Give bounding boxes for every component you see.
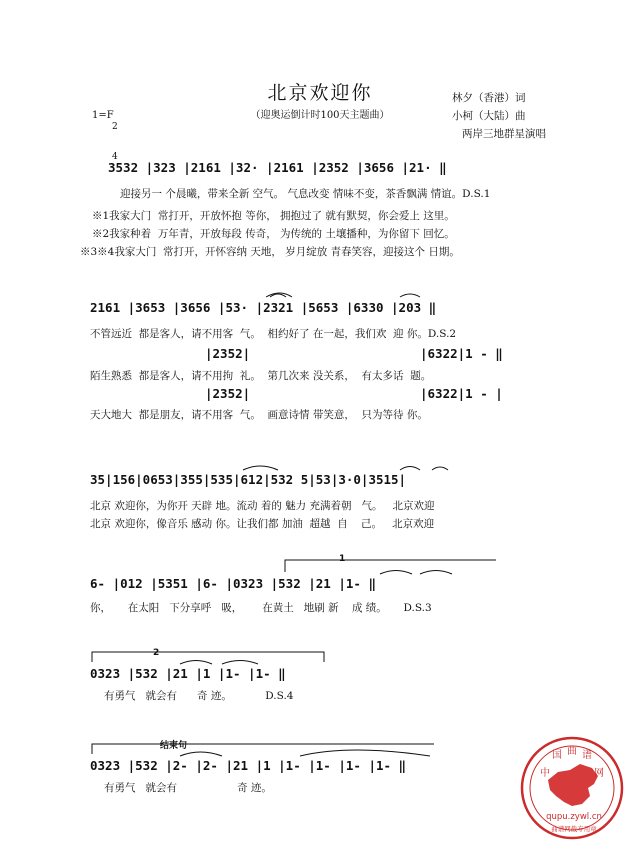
- stamp-url: qupu.zywl.cn: [546, 812, 602, 822]
- lyric-line-2b: 陌生熟悉 都是客人，请不用拘 礼。 第几次来 没关系， 有太多话 题。: [90, 370, 432, 382]
- alt-notes-2b: |6322|1 - ‖: [420, 346, 503, 361]
- lyric-line-1b: ※1我家大门 常打开，开放怀抱 等你， 拥抱过了 就有默契，你会爱上 这里。: [92, 210, 455, 222]
- slur: [180, 661, 212, 665]
- stamp-char: 谱: [582, 750, 592, 761]
- volta-1-label: 1: [339, 554, 346, 564]
- slur: [300, 750, 430, 756]
- notes-line-5: 0323 |532 |21 |1 |1- |1- ‖: [90, 666, 286, 681]
- slur: [380, 571, 412, 575]
- slur: [222, 661, 258, 665]
- stamp-char: 曲: [567, 746, 577, 757]
- lyric-line-6: 有勇气 就会有 奇 迹。: [104, 782, 272, 794]
- lyric-line-1c: ※2我家种着 万年青，开放每段 传奇， 为传统的 土壤播种，为你留下 回忆。: [92, 228, 455, 240]
- slur: [400, 294, 420, 297]
- slur: [432, 467, 448, 470]
- alt-notes-2c: |2352|: [205, 386, 251, 401]
- stamp-char: 中: [540, 768, 550, 779]
- lyric-line-3a: 北京 欢迎你，为你开 天辟 地。流动 着的 魅力 充满着朝 气。 北京欢迎: [90, 500, 435, 512]
- slur: [420, 571, 452, 575]
- time-signature-bottom: 4: [112, 152, 118, 162]
- lyric-line-5: 有勇气 就会有 奇 迹。 D.S.4: [104, 690, 294, 702]
- volta-1-bracket: [285, 560, 496, 572]
- slur: [400, 467, 420, 471]
- lyric-line-2a: 不管远近 都是客人，请不用客 气。 相约好了 在一起，我们欢 迎 你。D.S.2: [90, 328, 457, 340]
- notes-line-3: 35|156|0653|355|535|612|532 5|53|3·0|3515|: [90, 472, 407, 487]
- stamp-subtitle: 曲谱网截专用章: [551, 825, 597, 833]
- key-signature: 1=F: [92, 110, 114, 121]
- page-title: 北京欢迎你: [267, 82, 373, 104]
- notes-line-4: 6- |012 |5351 |6- |0323 |532 |21 |1- ‖: [90, 576, 376, 591]
- lyricist-credit: 林夕（香港）词: [452, 92, 526, 104]
- slur: [180, 752, 222, 756]
- alt-notes-2a: |2352|: [205, 346, 251, 361]
- notes-line-1: 3532 |323 |2161 |32· |2161 |2352 |3656 |21· ‖: [108, 160, 447, 175]
- notes-line-6: 0323 |532 |2- |2- |21 |1 |1- |1- |1- |1- ‖: [90, 758, 407, 773]
- slur: [243, 466, 278, 470]
- stamp-char: 网: [594, 768, 604, 779]
- alt-notes-2d: |6322|1 - |: [420, 386, 503, 401]
- slur-group: [180, 293, 452, 756]
- lyric-line-4: 你， 在太阳 下分享呼 吸， 在黄土 地刷 新 成 绩。 D.S.3: [90, 602, 432, 614]
- time-signature-top: 2: [112, 122, 118, 132]
- volta-2-bracket: [92, 652, 324, 662]
- lyric-line-1d: ※3※4我家大门 常打开，开怀容纳 天地， 岁月绽放 青春笑容，迎接这个 日期。: [80, 246, 460, 258]
- stamp-char: 国: [552, 750, 562, 761]
- lyric-line-3b: 北京 欢迎你，像音乐 感动 你。让我们都 加油 超越 自 己。 北京欢迎: [90, 518, 435, 530]
- notes-line-2: 2161 |3653 |3656 |53· |2321 |5653 |6330 |203 ‖: [90, 300, 437, 315]
- volta-ending-bracket: [92, 744, 434, 754]
- lyric-line-1a: 迎接另一 个晨曦，带来全新 空气。 气息改变 情味不变，茶香飘满 情谊。D.S.1: [120, 188, 491, 200]
- volta-brackets: [92, 560, 496, 754]
- composer-credit: 小柯（大陆）曲: [452, 110, 526, 122]
- lyric-line-2c: 天大地大 都是朋友，请不用客 气。 画意诗情 带笑意， 只为等待 你。: [90, 409, 428, 421]
- volta-ending-label: 结束句: [160, 741, 188, 751]
- performers-credit: 两岸三地群星演唱: [462, 128, 546, 140]
- volta-2-label: 2: [153, 648, 160, 658]
- china-map-icon: [548, 764, 598, 806]
- page-subtitle: （迎奥运倒计时100天主题曲）: [250, 110, 390, 121]
